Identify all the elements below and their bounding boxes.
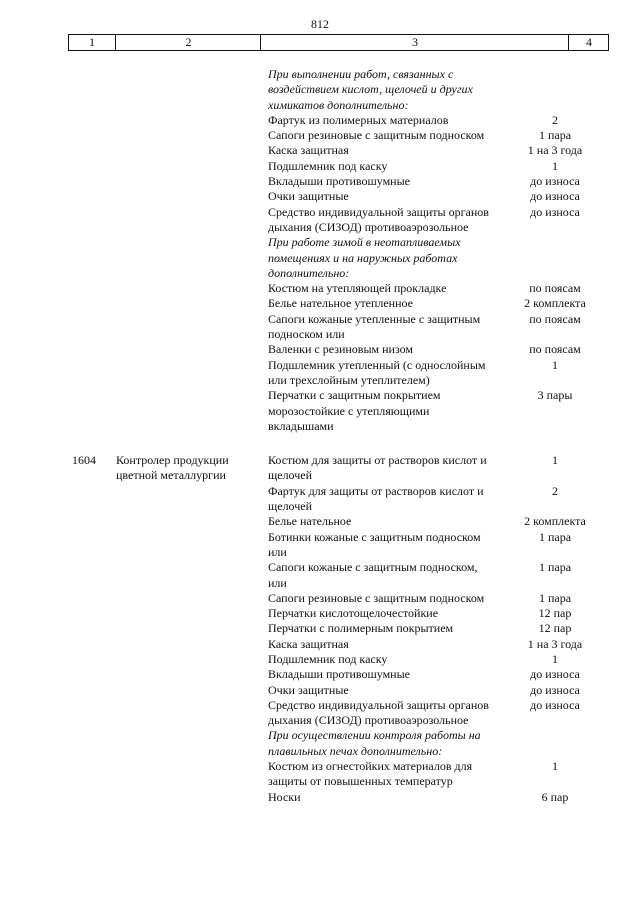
section-heading-row xyxy=(0,728,640,759)
item-quantity: до износа xyxy=(530,189,580,204)
item-quantity: 2 комплекта xyxy=(524,514,586,529)
table-row xyxy=(0,128,640,143)
table-row xyxy=(0,281,640,296)
item-quantity: до износа xyxy=(530,667,580,682)
table-row xyxy=(0,530,640,561)
item-name: Фартук для защиты от растворов кислот и щелочей xyxy=(268,483,484,514)
item-quantity: 1 пара xyxy=(538,128,572,143)
item-name: Белье нательное xyxy=(268,514,352,529)
table-row xyxy=(0,790,640,805)
item-name: Средство индивидуальной защиты органов дыхания (СИЗОД) противоаэрозольное xyxy=(268,697,489,728)
table-row xyxy=(0,637,640,652)
table-row xyxy=(0,388,640,434)
item-name: Каска защитная xyxy=(268,143,349,158)
item-name: Костюм из огнестойких материалов для защиты от повышенных температур xyxy=(268,759,473,789)
item-quantity: 2 xyxy=(552,483,558,498)
item-quantity: 1 на 3 года xyxy=(527,636,583,651)
item-name: Ботинки кожаные с защитным подноском или xyxy=(268,529,481,559)
item-quantity: по поясам xyxy=(529,281,581,296)
item-name: Вкладыши противошумные xyxy=(268,667,410,682)
item-quantity: 2 xyxy=(552,112,558,127)
item-name: Подшлемник под каску xyxy=(268,651,388,666)
item-name: Подшлемник под каску xyxy=(268,158,388,173)
table-row xyxy=(0,606,640,621)
table-row xyxy=(0,113,640,128)
table-row xyxy=(0,159,640,174)
item-quantity: 1 пара xyxy=(538,529,572,544)
item-quantity: 12 пар xyxy=(538,621,572,636)
item-quantity: до износа xyxy=(530,697,580,712)
table-row xyxy=(0,342,640,357)
table-body xyxy=(0,67,640,805)
item-quantity: до износа xyxy=(530,204,580,219)
item-quantity: по поясам xyxy=(529,342,581,357)
table-row xyxy=(0,759,640,790)
item-quantity: до износа xyxy=(530,174,580,189)
table-row xyxy=(0,652,640,667)
table-row xyxy=(0,358,640,389)
table-row xyxy=(0,296,640,311)
item-quantity: 1 xyxy=(552,158,558,173)
item-name: Сапоги кожаные с защитным подноском, или xyxy=(268,560,478,590)
table-row xyxy=(0,453,640,484)
item-name: Перчатки кислотощелочестойкие xyxy=(268,606,439,621)
table-row xyxy=(0,560,640,591)
section-heading: При работе зимой в неотапливаемых помещениях и на наружных работах дополнительно: xyxy=(268,235,461,280)
item-name: Белье нательное утепленное xyxy=(268,296,413,311)
table-row xyxy=(0,683,640,698)
table-row xyxy=(0,143,640,158)
section-heading: При осуществлении контроля работы на плавильных печах дополнительно: xyxy=(268,728,481,758)
table-row xyxy=(0,189,640,204)
item-name: Сапоги кожаные утепленные с защитным подноском или xyxy=(268,311,481,342)
item-name: Очки защитные xyxy=(268,682,349,697)
item-quantity: по поясам xyxy=(529,311,581,326)
item-quantity: 1 на 3 года xyxy=(527,143,583,158)
item-name: Подшлемник утепленный (с однослойным или трехслойным утеплителем) xyxy=(268,357,486,387)
header-col-3: 3 xyxy=(260,35,569,50)
table-row xyxy=(0,205,640,236)
item-name: Вкладыши противошумные xyxy=(268,174,410,189)
item-quantity: 1 xyxy=(552,357,558,372)
item-quantity: 12 пар xyxy=(538,606,572,621)
section-heading-row xyxy=(0,235,640,281)
item-quantity: 2 комплекта xyxy=(524,296,586,311)
item-quantity: 1 xyxy=(552,759,558,774)
item-name: Сапоги резиновые с защитным подноском xyxy=(268,590,485,605)
item-name: Фартук из полимерных материалов xyxy=(268,112,449,127)
item-quantity: до износа xyxy=(530,682,580,697)
item-name: Валенки с резиновым низом xyxy=(268,342,414,357)
item-number: 1604 xyxy=(72,453,96,468)
table-row xyxy=(0,174,640,189)
table-row xyxy=(0,698,640,729)
table-row xyxy=(0,514,640,529)
section-heading: При выполнении работ, связанных с воздействием кислот, щелочей и других химикатов дополнительно: xyxy=(268,67,473,112)
item-name: Средство индивидуальной защиты органов дыхания (СИЗОД) противоаэрозольное xyxy=(268,204,489,234)
table-row xyxy=(0,621,640,636)
profession-title: Контролер продукции цветной металлургии xyxy=(116,453,229,483)
header-col-4: 4 xyxy=(568,35,609,50)
item-quantity: 1 пара xyxy=(538,590,572,605)
header-col-2: 2 xyxy=(115,35,261,50)
table-row xyxy=(0,312,640,343)
item-quantity: 1 xyxy=(552,453,558,468)
item-name: Костюм для защиты от растворов кислот и щелочей xyxy=(268,453,487,483)
row-gap xyxy=(0,434,640,453)
item-name: Костюм на утепляющей прокладке xyxy=(268,281,447,296)
table-row xyxy=(0,591,640,606)
table-row xyxy=(0,484,640,515)
item-name: Сапоги резиновые с защитным подноском xyxy=(268,128,485,143)
table-row xyxy=(0,667,640,682)
section-heading-row xyxy=(0,67,640,113)
item-quantity: 6 пар xyxy=(541,789,569,804)
item-quantity: 1 xyxy=(552,651,558,666)
item-quantity: 3 пары xyxy=(537,388,573,403)
page-number: 812 xyxy=(311,17,329,31)
header-col-1: 1 xyxy=(89,35,95,49)
item-name: Перчатки с полимерным покрытием xyxy=(268,621,454,636)
table-header xyxy=(68,34,609,51)
item-name: Перчатки с защитным покрытием морозостойкие с утепляющими вкладышами xyxy=(268,388,441,433)
item-name: Очки защитные xyxy=(268,189,349,204)
item-name: Носки xyxy=(268,789,301,804)
item-quantity: 1 пара xyxy=(538,560,572,575)
item-name: Каска защитная xyxy=(268,636,349,651)
